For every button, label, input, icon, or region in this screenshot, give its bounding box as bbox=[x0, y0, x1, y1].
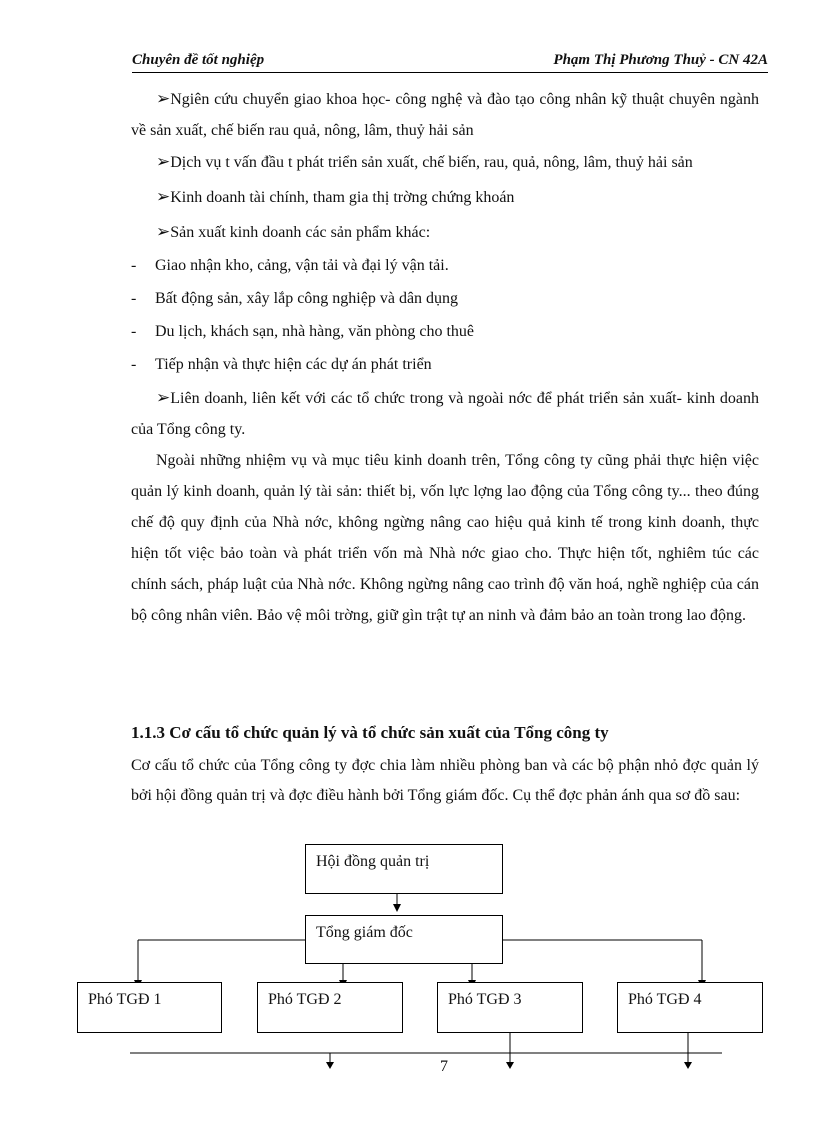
bullet-item: ➢Kinh doanh tài chính, tham gia thị trờng chứng khoán bbox=[156, 187, 515, 206]
arrow-bullet-icon: ➢ bbox=[156, 89, 171, 108]
org-box-deputy-2 bbox=[257, 982, 403, 1033]
arrow-bullet-icon: ➢ bbox=[156, 222, 171, 241]
header-right: Phạm Thị Phương Thuỷ - CN 42A bbox=[553, 52, 768, 68]
org-box-deputy-1 bbox=[77, 982, 222, 1033]
arrow-bullet-icon: ➢ bbox=[156, 152, 171, 171]
bullet-item: ➢Ngiên cứu chuyển giao khoa học- công nghệ và đào tạo công nhân kỹ thuật chuyên ngành về sản xuất, chế biến rau quả, nông, lâm, thuỷ hải sản bbox=[131, 89, 759, 139]
arrow-bullet-icon: ➢ bbox=[156, 187, 171, 206]
bullet-item: ➢Sản xuất kinh doanh các sản phẩm khác: bbox=[156, 222, 431, 241]
bullet-item: ➢Dịch vụ t vấn đầu t phát triển sản xuất, chế biến, rau, quả, nông, lâm, thuỷ hải sản bbox=[156, 152, 693, 171]
org-box-label: Tổng giám đốc bbox=[316, 924, 413, 941]
page-number: 7 bbox=[440, 1058, 448, 1075]
intro-paragraph: Cơ cấu tổ chức của Tổng công ty đợc chia làm nhiều phòng ban và các bộ phận nhỏ đợc quản lý bởi hội đồng quản trị và đợc điều hành bởi Tổng giám đốc. Cụ thể đợc phản ánh qua sơ đồ sau: bbox=[131, 757, 759, 804]
dash-item: - Giao nhận kho, cảng, vận tải và đại lý vận tải. bbox=[131, 250, 759, 281]
org-box-board bbox=[305, 844, 503, 894]
org-box-label: Phó TGĐ 1 bbox=[88, 991, 162, 1008]
dash-item: - Du lịch, khách sạn, nhà hàng, văn phòng cho thuê bbox=[131, 316, 759, 347]
org-box-label: Phó TGĐ 2 bbox=[268, 991, 342, 1008]
dash-bullet-icon: - bbox=[131, 323, 137, 340]
org-box-label: Phó TGĐ 3 bbox=[448, 991, 522, 1008]
section-heading: 1.1.3 Cơ cấu tổ chức quản lý và tổ chức sản xuất của Tổng công ty bbox=[131, 723, 609, 742]
bullet-item: ➢Liên doanh, liên kết với các tổ chức trong và ngoài nớc để phát triển sản xuất- kinh doanh của Tổng công ty. bbox=[131, 388, 759, 438]
arrow-bullet-icon: ➢ bbox=[156, 388, 171, 407]
org-box-ceo bbox=[305, 915, 503, 964]
paragraph: Ngoài những nhiệm vụ và mục tiêu kinh doanh trên, Tổng công ty cũng phải thực hiện việc quản lý kinh doanh, quản lý tài sản: thiết bị, vốn lực lợng lao động của Tổng công ty... theo đúng chế độ quy định của Nhà nớc, không ngừng nâng cao hiệu quả kinh tế trong kinh doanh, thực hiện tốt việc bảo toàn và phát triển vốn mà Nhà nớc giao cho. Thực hiện tốt, nghiêm túc các chính sách, pháp luật của Nhà nớc. Không ngừng nâng cao trình độ văn hoá, nghề nghiệp của cán bộ công nhân viên. Bảo vệ môi trờng, giữ gìn trật tự an ninh và đảm bảo an toàn trong lao động. bbox=[131, 452, 759, 624]
org-box-label: Phó TGĐ 4 bbox=[628, 991, 702, 1008]
dash-bullet-icon: - bbox=[131, 257, 137, 274]
org-box-deputy-3 bbox=[437, 982, 583, 1033]
org-box-deputy-4 bbox=[617, 982, 763, 1033]
dash-item: - Tiếp nhận và thực hiện các dự án phát triển bbox=[131, 349, 759, 380]
dash-bullet-icon: - bbox=[131, 290, 137, 307]
dash-bullet-icon: - bbox=[131, 356, 137, 373]
dash-item: - Bất động sản, xây lắp công nghiệp và dân dụng bbox=[131, 283, 759, 314]
header-left: Chuyên đề tốt nghiệp bbox=[132, 52, 265, 68]
org-box-label: Hội đồng quản trị bbox=[316, 853, 430, 870]
